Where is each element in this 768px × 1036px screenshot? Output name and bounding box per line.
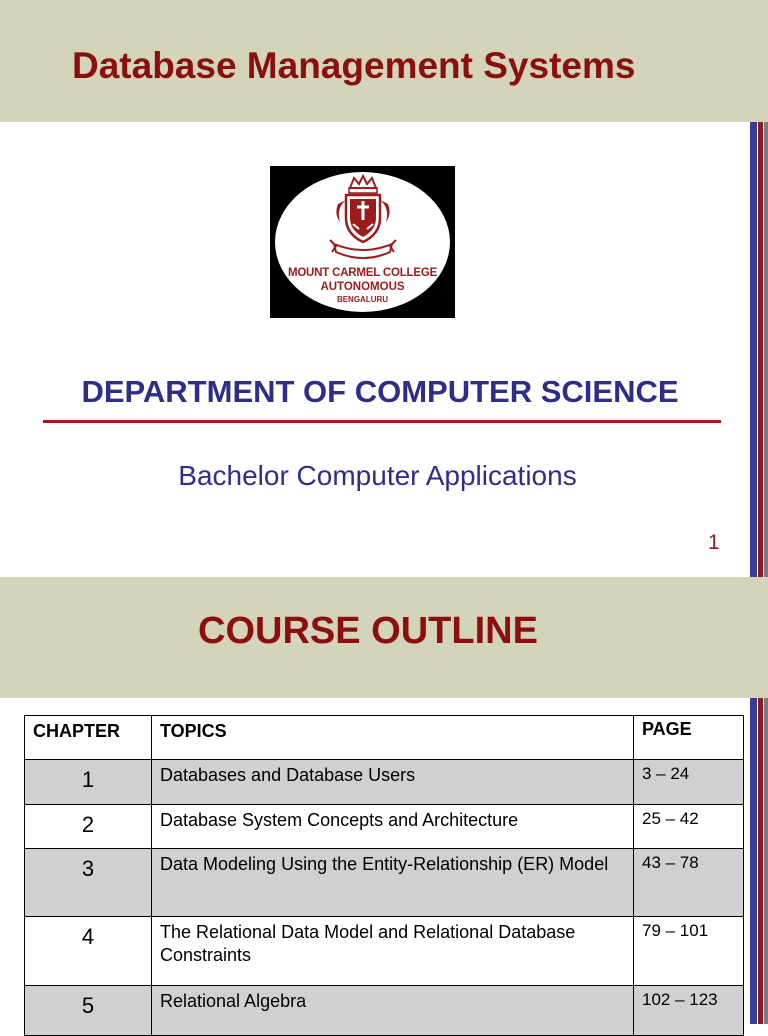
chapter-pages: 3 – 24	[634, 760, 744, 805]
table-row	[25, 760, 744, 805]
chapter-number: 5	[25, 986, 152, 1036]
slide-page-number: 1	[708, 531, 720, 554]
chapter-topic: Relational Algebra	[152, 986, 634, 1036]
table-header-row	[25, 716, 744, 760]
table-row	[25, 849, 744, 917]
chapter-number: 2	[25, 805, 152, 849]
chapter-pages: 43 – 78	[634, 849, 744, 917]
logo-oval	[275, 172, 450, 312]
chapter-topic: Data Modeling Using the Entity-Relationship (ER) Model	[152, 849, 634, 917]
department-heading: DEPARTMENT OF COMPUTER SCIENCE	[81, 374, 679, 409]
chapter-number: 4	[25, 917, 152, 986]
side-stripes-2	[750, 698, 768, 1024]
department-divider	[43, 420, 721, 423]
program-name: Bachelor Computer Applications	[178, 460, 577, 491]
crest-icon	[328, 174, 398, 264]
side-stripes	[750, 122, 768, 577]
outline-title: COURSE OUTLINE	[198, 610, 538, 652]
logo-college-name: MOUNT CARMEL COLLEGE	[287, 267, 438, 279]
chapter-topic: Databases and Database Users	[152, 760, 634, 805]
table-row	[25, 986, 744, 1036]
chapter-pages: 25 – 42	[634, 805, 744, 849]
header-page: PAGE	[634, 716, 744, 760]
table-row	[25, 805, 744, 849]
table-row	[25, 917, 744, 986]
logo-autonomous: AUTONOMOUS	[320, 281, 405, 293]
chapter-topic: The Relational Data Model and Relational Database Constraints	[152, 917, 634, 986]
chapter-pages: 79 – 101	[634, 917, 744, 986]
chapter-number: 1	[25, 760, 152, 805]
logo-city: BENGALURU	[336, 295, 389, 304]
header-chapter: CHAPTER	[25, 716, 152, 760]
header-topics: TOPICS	[152, 716, 634, 760]
college-logo	[270, 166, 455, 318]
chapter-topic: Database System Concepts and Architecture	[152, 805, 634, 849]
chapter-number: 3	[25, 849, 152, 917]
course-outline-table	[24, 715, 744, 1036]
slide-title: Database Management Systems	[72, 45, 636, 86]
chapter-pages: 102 – 123	[634, 986, 744, 1036]
